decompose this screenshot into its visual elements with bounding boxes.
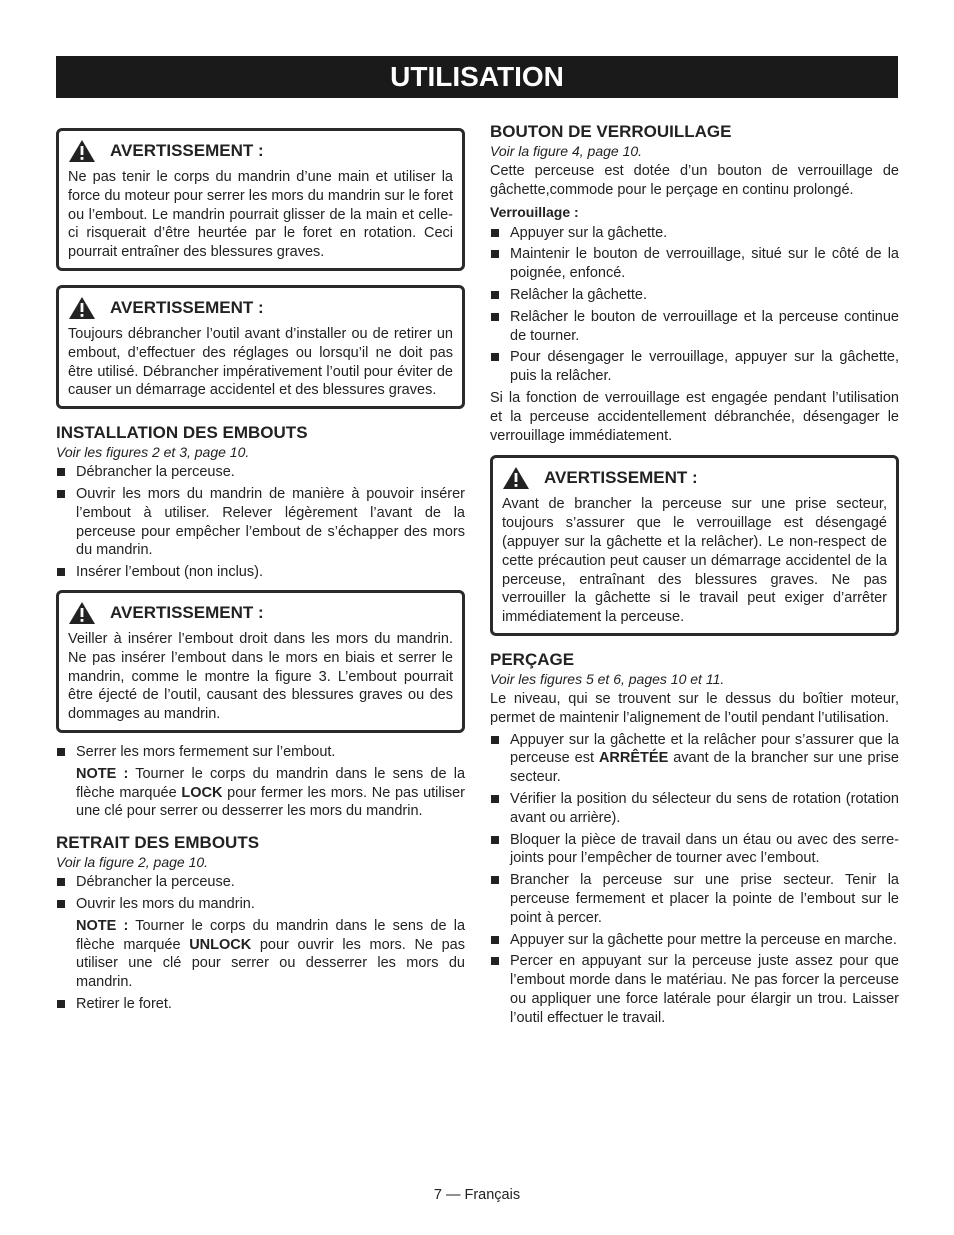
paragraph: Cette perceuse est dotée d’un bouton de verrouillage de gâchette,commode pour le perçage en continu prolongé. [490,163,899,198]
list-item: Appuyer sur la gâchette et la relâcher pour s’assurer que la perceuse est ARRÊTÉE avant de la brancher sur une prise secteur. [490,731,899,787]
note: NOTE : Tourner le corps du mandrin dans le sens de la flèche marquée LOCK pour fermer les mors. Ne pas utiliser une clé pour serrer ou desserrer les mors du mandrin. [76,765,466,820]
bullet-square-icon [57,568,65,576]
bullet-square-icon [57,468,65,476]
paragraph: Le niveau, qui se trouvent sur le dessus du boîtier moteur, permet de maintenir l’alignement de l’outil pendant l’utilisation. [490,690,899,726]
page-footer: 7 — Français [433,1187,521,1203]
list-item: Serrer les mors fermement sur l’embout. [56,743,465,762]
list-item: Ouvrir les mors du mandrin. [56,895,465,914]
right-column [490,120,899,1030]
page-title: UTILISATION [56,56,898,98]
warning-text: Ne pas tenir le corps du mandrin d’une main et utiliser la force du moteur pour serrer les mors du mandrin sur le foret ou l’embout. Le mandrin pourrait glisser de la main et celle-ci risquerait d’être heurtée par le foret en rotation. Ceci pourrait entraîner des blessures graves. [68,169,453,261]
list-item: Retirer le foret. [56,995,465,1014]
paragraph: Si la fonction de verrouillage est engagée pendant l’utilisation et la perceuse accidentellement débranchée, désengager le verrouillage immédiatement. [490,389,899,444]
section-retrait [56,833,465,1014]
bullet-square-icon [491,736,499,744]
figure-reference: Voir la figure 4, page 10. [490,143,643,159]
section-installation-continued [56,743,465,821]
bullet-list [56,463,465,582]
list-item: Relâcher la gâchette. [490,286,899,305]
figure-reference: Voir les figures 2 et 3, page 10. [56,444,250,461]
section-heading: RETRAIT DES EMBOUTS [56,833,260,853]
left-column [56,120,465,1017]
figure-reference: Voir les figures 5 et 6, pages 10 et 11. [490,670,725,687]
bullet-square-icon [57,900,65,908]
bullet-list [56,873,465,914]
bullet-square-icon [491,250,499,258]
bullet-list [56,743,465,762]
list-item: Débrancher la perceuse. [56,873,465,892]
section-heading: INSTALLATION DES EMBOUTS [56,423,308,443]
section-heading: PERÇAGE [490,649,575,669]
list-item: Bloquer la pièce de travail dans un étau ou avec des serre-joints pour l’empêcher de tourner avec l’embout. [490,831,899,869]
list-item: Percer en appuyant sur la perceuse juste assez pour que l’embout morde dans le matériau. Ne pas forcer la perceuse ou appliquer une force latérale pour élargir un trou. Laisser l’outil effectuer le travail. [490,952,899,1027]
warning-header [68,139,453,163]
list-item: Insérer l’embout (non inclus). [56,563,465,582]
warning-text: Toujours débrancher l’outil avant d’installer ou de retirer un embout, d’effectuer des réglages ou lorsqu’il ne doit pas être utilisé. Débrancher impérativement l’outil pour éviter de causer un démarrage accidentel et des blessures graves. [68,325,453,399]
warning-box-chuck [56,128,465,271]
list-item: Débrancher la perceuse. [56,463,465,482]
list-item: Appuyer sur la gâchette. [490,224,899,243]
note: NOTE : Tourner le corps du mandrin dans le sens de la flèche marquée UNLOCK pour ouvrir les mors. Ne pas utiliser une clé pour serrer ou desserrer les mors du mandrin. [76,917,466,991]
figure-reference: Voir la figure 2, page 10. [56,854,209,871]
list-item: Appuyer sur la gâchette pour mettre la perceuse en marche. [490,931,899,950]
warning-icon [68,139,96,163]
list-item: Maintenir le bouton de verrouillage, situé sur le côté de la poignée, enfoncé. [490,245,899,283]
warning-title: AVERTISSEMENT : [110,297,264,317]
section-heading: BOUTON DE VERROUILLAGE [490,122,732,141]
warning-icon [502,466,530,490]
warning-box-insert [56,590,465,733]
bullet-square-icon [491,229,499,237]
bullet-square-icon [491,936,499,944]
subheading: Verrouillage : [490,203,579,220]
list-item: Relâcher le bouton de verrouillage et la perceuse continue de tourner. [490,308,899,346]
warning-text: Veiller à insérer l’embout droit dans les mors du mandrin. Ne pas insérer l’embout dans le mors en biais et serrer le mandrin, comme le montre la figure 3. L’embout pourrait être éjecté de l’outil, causant des blessures graves ou des dommages au mandrin. [68,630,453,723]
warning-header [68,296,453,320]
section-installation [56,423,465,582]
bullet-square-icon [57,1000,65,1008]
bullet-square-icon [57,490,65,498]
list-item: Vérifier la position du sélecteur du sens de rotation (rotation avant ou arrière). [490,790,899,828]
bullet-list [490,731,899,1028]
warning-header [502,466,887,490]
bullet-square-icon [491,353,499,361]
section-verrouillage [490,122,899,445]
warning-text: Avant de brancher la perceuse sur une prise secteur, toujours s’assurer que le verrouillage est désengagé (appuyer sur la gâchette et la relâcher). Le non-respect de cette précaution peut causer un démarrage accidentel de la perceuse, entraînant des blessures graves. Ne pas verrouiller la gâchette si le travail peut exiger d’arrêter immédiatement la perceuse. [502,496,887,626]
warning-title: AVERTISSEMENT : [544,467,698,487]
bullet-list [56,995,465,1014]
warning-icon [68,296,96,320]
bullet-square-icon [491,291,499,299]
list-item: Pour désengager le verrouillage, appuyer sur la gâchette, puis la relâcher. [490,348,899,386]
warning-title: AVERTISSEMENT : [110,140,264,160]
warning-header [68,601,453,625]
bullet-square-icon [491,957,499,965]
bullet-square-icon [491,836,499,844]
bullet-list [490,224,899,386]
section-percage [490,650,899,1028]
warning-box-lock [490,455,899,636]
bullet-square-icon [491,795,499,803]
bullet-square-icon [491,313,499,321]
list-item: Ouvrir les mors du mandrin de manière à pouvoir insérer l’embout à utiliser. Relever légèrement l’avant de la perceuse pour empêcher l’embout de s’échapper des mors du mandrin. [56,485,465,560]
bullet-square-icon [491,876,499,884]
warning-icon [68,601,96,625]
warning-title: AVERTISSEMENT : [110,602,264,622]
bullet-square-icon [57,878,65,886]
list-item: Brancher la perceuse sur une prise secteur. Tenir la perceuse fermement et placer la pointe de l’embout sur le point à percer. [490,871,899,927]
bullet-square-icon [57,748,65,756]
warning-box-unplug [56,285,465,409]
